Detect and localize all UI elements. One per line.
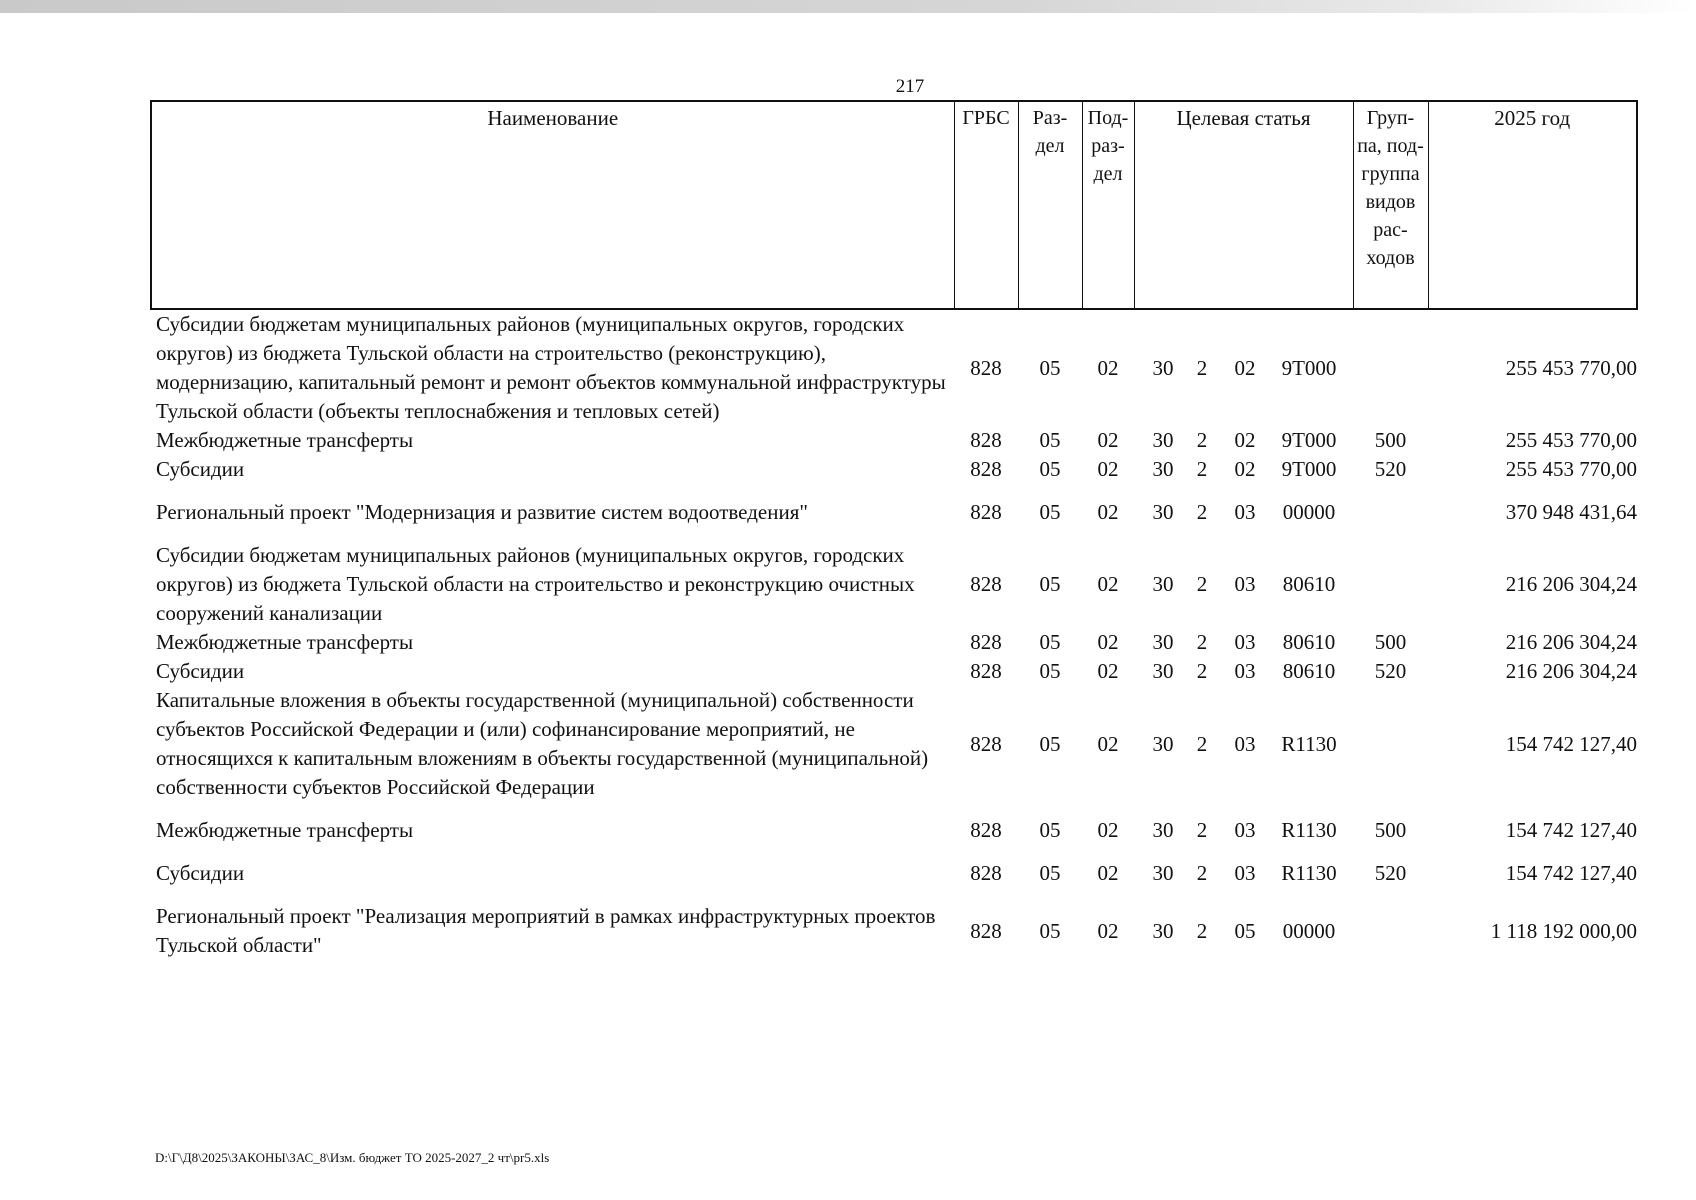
row-name: Субсидии бюджетам муниципальных районов (муниципальных округов, городских округов) из бюджета Тульской области на строительство и реконструкцию очистных сооружений канализации xyxy=(156,543,915,625)
row-amount: 370 948 431,64 xyxy=(1505,500,1637,524)
row-razdel: 05 xyxy=(1039,500,1061,524)
ts-part: 02 xyxy=(1234,457,1256,481)
ts-part: 03 xyxy=(1234,818,1256,842)
ts-part: 9Т000 xyxy=(1281,428,1337,452)
ts-part: 30 xyxy=(1152,731,1174,756)
row-amount: 216 206 304,24 xyxy=(1505,630,1637,654)
ts-part: 02 xyxy=(1234,355,1256,380)
ts-part: 2 xyxy=(1196,500,1208,524)
header-gruppa: Груп-па, под-группа видов рас-ходов xyxy=(1353,101,1428,309)
table-row xyxy=(151,498,1637,541)
row-gruppa: 500 xyxy=(1374,428,1407,452)
budget-sheet xyxy=(150,100,1636,960)
row-celevaya xyxy=(1134,309,1353,426)
row-razdel: 05 xyxy=(1039,428,1061,452)
table-row xyxy=(151,657,1637,686)
row-name: Региональный проект "Реализация мероприятий в рамках инфраструктурных проектов Тульской области" xyxy=(156,904,936,957)
row-razdel: 05 xyxy=(1039,861,1061,885)
table-row xyxy=(151,309,1637,426)
row-gruppa xyxy=(1353,686,1428,816)
table-row xyxy=(151,426,1637,455)
row-grbs: 828 xyxy=(970,500,1002,524)
row-razdel: 05 xyxy=(1039,918,1061,943)
table-row xyxy=(151,902,1637,960)
ts-part: 30 xyxy=(1152,428,1174,452)
row-podrazdel: 02 xyxy=(1097,572,1119,596)
row-name: Межбюджетные трансферты xyxy=(156,428,414,452)
table-row xyxy=(151,541,1637,628)
ts-part: 2 xyxy=(1196,457,1208,481)
header-razdel: Раз-дел xyxy=(1018,101,1082,309)
row-grbs: 828 xyxy=(970,428,1002,452)
budget-table xyxy=(150,100,1638,960)
header-year: 2025 год xyxy=(1428,101,1637,309)
row-name: Субсидии xyxy=(156,457,245,481)
row-grbs: 828 xyxy=(970,572,1002,596)
ts-part: 02 xyxy=(1234,428,1256,452)
header-celevaya: Целевая статья xyxy=(1134,101,1353,309)
ts-part: 2 xyxy=(1196,355,1208,380)
row-gruppa: 500 xyxy=(1374,630,1407,654)
row-celevaya xyxy=(1134,541,1353,628)
row-razdel: 05 xyxy=(1039,572,1061,596)
row-gruppa xyxy=(1353,498,1428,541)
row-name: Капитальные вложения в объекты государственной (муниципальной) собственности субъектов Российской Федерации и (или) софинансирование мероприятий, не относящихся к капитальным вложениям в объекты государственной (муниципальной) собственности субъектов Российской Федерации xyxy=(156,688,929,799)
ts-part: 03 xyxy=(1234,731,1256,756)
row-podrazdel: 02 xyxy=(1097,457,1119,481)
ts-part: 30 xyxy=(1152,572,1174,596)
ts-part: 2 xyxy=(1196,630,1208,654)
ts-part: 30 xyxy=(1152,918,1174,943)
row-razdel: 05 xyxy=(1039,630,1061,654)
row-celevaya xyxy=(1134,859,1353,902)
header-name: Наименование xyxy=(151,101,954,309)
row-razdel: 05 xyxy=(1039,818,1061,842)
header-grbs: ГРБС xyxy=(954,101,1018,309)
ts-part: 2 xyxy=(1196,861,1208,885)
ts-part: 03 xyxy=(1234,572,1256,596)
row-celevaya xyxy=(1134,686,1353,816)
row-celevaya xyxy=(1134,657,1353,686)
row-gruppa: 500 xyxy=(1374,818,1407,842)
row-grbs: 828 xyxy=(970,731,1002,756)
table-row xyxy=(151,816,1637,859)
ts-part: 9Т000 xyxy=(1281,355,1337,380)
row-celevaya xyxy=(1134,498,1353,541)
ts-part: 03 xyxy=(1234,659,1256,683)
row-podrazdel: 02 xyxy=(1097,428,1119,452)
row-celevaya xyxy=(1134,426,1353,455)
row-grbs: 828 xyxy=(970,818,1002,842)
ts-part: 2 xyxy=(1196,572,1208,596)
row-podrazdel: 02 xyxy=(1097,818,1119,842)
scan-edge xyxy=(0,0,1696,13)
row-podrazdel: 02 xyxy=(1097,861,1119,885)
row-name: Субсидии xyxy=(156,861,245,885)
row-gruppa: 520 xyxy=(1374,659,1407,683)
table-row xyxy=(151,859,1637,902)
row-razdel: 05 xyxy=(1039,659,1061,683)
ts-part: 30 xyxy=(1152,355,1174,380)
ts-part: R1130 xyxy=(1281,818,1337,842)
row-celevaya xyxy=(1134,816,1353,859)
ts-part: 80610 xyxy=(1282,630,1336,654)
ts-part: 03 xyxy=(1234,861,1256,885)
row-podrazdel: 02 xyxy=(1097,918,1119,943)
row-podrazdel: 02 xyxy=(1097,659,1119,683)
ts-part: 05 xyxy=(1234,918,1256,943)
row-celevaya xyxy=(1134,902,1353,960)
row-gruppa: 520 xyxy=(1374,861,1407,885)
row-amount: 255 453 770,00 xyxy=(1505,428,1637,452)
row-name: Субсидии xyxy=(156,659,245,683)
ts-part: 2 xyxy=(1196,731,1208,756)
row-gruppa xyxy=(1353,902,1428,960)
row-amount: 216 206 304,24 xyxy=(1505,659,1637,683)
ts-part: 00000 xyxy=(1282,918,1336,943)
row-gruppa: 520 xyxy=(1374,457,1407,481)
row-podrazdel: 02 xyxy=(1097,630,1119,654)
row-amount: 154 742 127,40 xyxy=(1505,818,1637,842)
ts-part: 30 xyxy=(1152,457,1174,481)
row-grbs: 828 xyxy=(970,861,1002,885)
row-grbs: 828 xyxy=(970,355,1002,380)
ts-part: 2 xyxy=(1196,918,1208,943)
ts-part: R1130 xyxy=(1281,731,1337,756)
row-name: Межбюджетные трансферты xyxy=(156,630,414,654)
table-row xyxy=(151,686,1637,816)
row-name: Субсидии бюджетам муниципальных районов (муниципальных округов, городских округов) из бюджета Тульской области на строительство (реконструкцию), модернизацию, капитальный ремонт и ремонт объектов коммунальной инфраструктуры Тульской области (объекты теплоснабжения и тепловых сетей) xyxy=(156,312,946,423)
table-header-row xyxy=(151,101,1637,309)
row-razdel: 05 xyxy=(1039,457,1061,481)
ts-part: 2 xyxy=(1196,818,1208,842)
ts-part: R1130 xyxy=(1281,861,1337,885)
row-name: Региональный проект "Модернизация и развитие систем водоотведения" xyxy=(156,500,808,524)
row-celevaya xyxy=(1134,628,1353,657)
row-podrazdel: 02 xyxy=(1097,500,1119,524)
row-celevaya xyxy=(1134,455,1353,498)
ts-part: 2 xyxy=(1196,428,1208,452)
ts-part: 00000 xyxy=(1282,500,1336,524)
row-grbs: 828 xyxy=(970,630,1002,654)
ts-part: 80610 xyxy=(1282,659,1336,683)
file-path-footer: D:\Г\Д8\2025\ЗАКОНЫ\ЗАС_8\Изм. бюджет ТО 2025-2027_2 чт\pr5.xls xyxy=(155,1150,550,1165)
row-gruppa xyxy=(1353,541,1428,628)
ts-part: 30 xyxy=(1152,818,1174,842)
row-razdel: 05 xyxy=(1039,355,1061,380)
ts-part: 30 xyxy=(1152,659,1174,683)
row-gruppa xyxy=(1353,309,1428,426)
ts-part: 2 xyxy=(1196,659,1208,683)
row-amount: 154 742 127,40 xyxy=(1505,731,1637,756)
row-name: Межбюджетные трансферты xyxy=(156,818,414,842)
ts-part: 80610 xyxy=(1282,572,1336,596)
row-razdel: 05 xyxy=(1039,731,1061,756)
row-podrazdel: 02 xyxy=(1097,731,1119,756)
table-row xyxy=(151,628,1637,657)
page-number: 217 xyxy=(895,76,925,97)
row-amount: 1 118 192 000,00 xyxy=(1490,918,1637,943)
row-amount: 255 453 770,00 xyxy=(1505,457,1637,481)
row-podrazdel: 02 xyxy=(1097,355,1119,380)
row-grbs: 828 xyxy=(970,659,1002,683)
row-amount: 154 742 127,40 xyxy=(1505,861,1637,885)
row-grbs: 828 xyxy=(970,918,1002,943)
row-amount: 255 453 770,00 xyxy=(1505,355,1637,380)
row-amount: 216 206 304,24 xyxy=(1505,572,1637,596)
header-podrazdel: Под-раз-дел xyxy=(1082,101,1134,309)
ts-part: 9Т000 xyxy=(1281,457,1337,481)
ts-part: 03 xyxy=(1234,630,1256,654)
row-grbs: 828 xyxy=(970,457,1002,481)
ts-part: 03 xyxy=(1234,500,1256,524)
ts-part: 30 xyxy=(1152,630,1174,654)
ts-part: 30 xyxy=(1152,861,1174,885)
table-row xyxy=(151,455,1637,498)
ts-part: 30 xyxy=(1152,500,1174,524)
